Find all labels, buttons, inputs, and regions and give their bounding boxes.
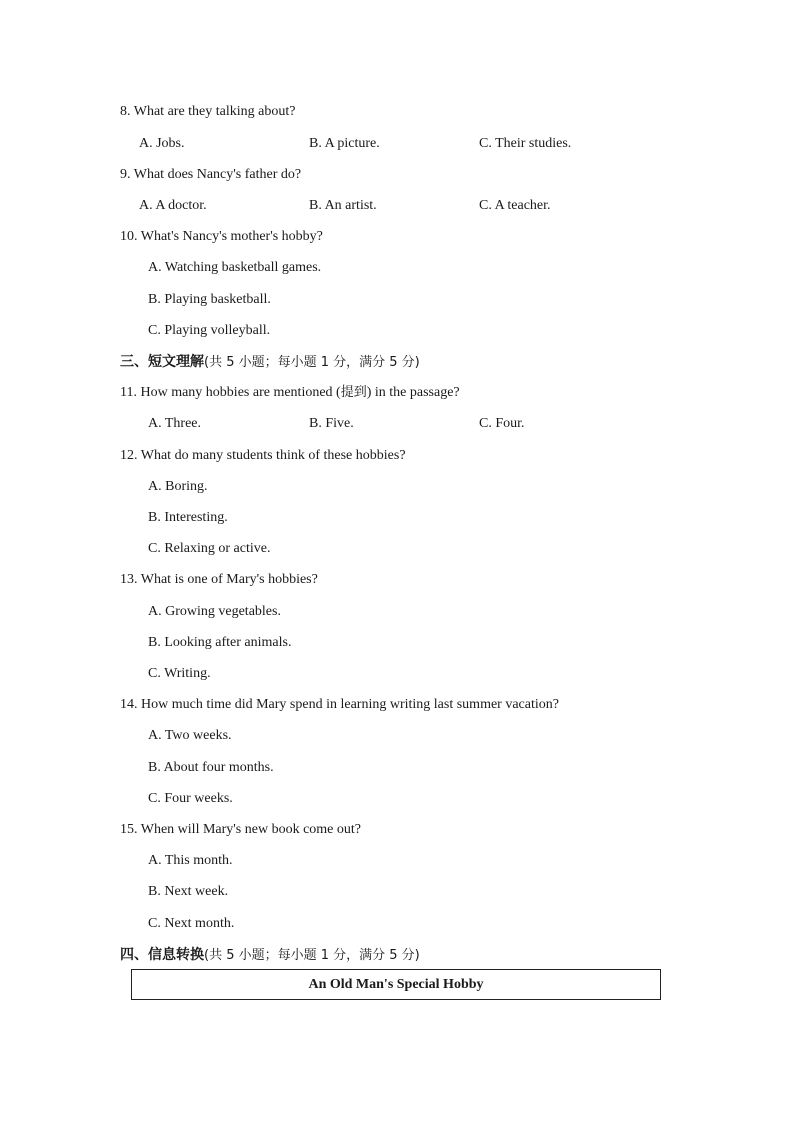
q12-option-a: A. Boring. — [148, 479, 208, 494]
section-4-title: 四、信息转换 — [120, 947, 204, 963]
q12-option-b: B. Interesting. — [148, 510, 228, 525]
q13-option-b: B. Looking after animals. — [148, 635, 292, 650]
q11-option-a: A. Three. — [148, 416, 201, 431]
q11-stem-part-1: 11. How many hobbies are mentioned ( — [120, 385, 341, 400]
q9-option-c: C. A teacher. — [479, 198, 551, 213]
section-3-heading — [120, 353, 420, 372]
question-13-stem: 13. What is one of Mary's hobbies? — [120, 572, 318, 587]
question-10-stem: 10. What's Nancy's mother's hobby? — [120, 229, 323, 244]
question-12-stem: 12. What do many students think of these hobbies? — [120, 448, 406, 463]
q9-option-b: B. An artist. — [309, 198, 377, 213]
section-4-heading — [120, 946, 420, 965]
q15-option-c: C. Next month. — [148, 916, 235, 931]
question-9-stem: 9. What does Nancy's father do? — [120, 167, 302, 182]
section-3-scoring: (共 5 小题；每小题 1 分，满分 5 分) — [204, 355, 420, 370]
question-15-stem: 15. When will Mary's new book come out? — [120, 822, 361, 837]
question-11-stem — [120, 384, 460, 402]
info-table-title: An Old Man's Special Hobby — [308, 976, 484, 992]
q9-option-a: A. A doctor. — [139, 198, 207, 213]
q11-option-c: C. Four. — [479, 416, 525, 431]
q13-option-a: A. Growing vegetables. — [148, 604, 281, 619]
question-8-stem: 8. What are they talking about? — [120, 104, 296, 119]
q10-option-c: C. Playing volleyball. — [148, 323, 271, 338]
q10-option-a: A. Watching basketball games. — [148, 260, 322, 275]
q13-option-c: C. Writing. — [148, 666, 211, 681]
q10-option-b: B. Playing basketball. — [148, 292, 271, 307]
section-4-scoring: (共 5 小题；每小题 1 分，满分 5 分) — [204, 948, 420, 963]
q11-option-b: B. Five. — [309, 416, 354, 431]
section-3-title: 三、短文理解 — [120, 354, 204, 370]
q14-option-c: C. Four weeks. — [148, 791, 233, 806]
q8-option-a: A. Jobs. — [139, 136, 185, 151]
q11-stem-chinese: 提到 — [340, 385, 367, 400]
q8-option-c: C. Their studies. — [479, 136, 572, 151]
q14-option-b: B. About four months. — [148, 760, 274, 775]
q15-option-b: B. Next week. — [148, 884, 229, 899]
q15-option-a: A. This month. — [148, 853, 233, 868]
q14-option-a: A. Two weeks. — [148, 728, 232, 743]
q11-stem-part-2: ) in the passage? — [366, 385, 460, 400]
info-table-header — [131, 969, 661, 1000]
q8-option-b: B. A picture. — [309, 136, 380, 151]
question-14-stem: 14. How much time did Mary spend in learning writing last summer vacation? — [120, 697, 559, 712]
q12-option-c: C. Relaxing or active. — [148, 541, 271, 556]
